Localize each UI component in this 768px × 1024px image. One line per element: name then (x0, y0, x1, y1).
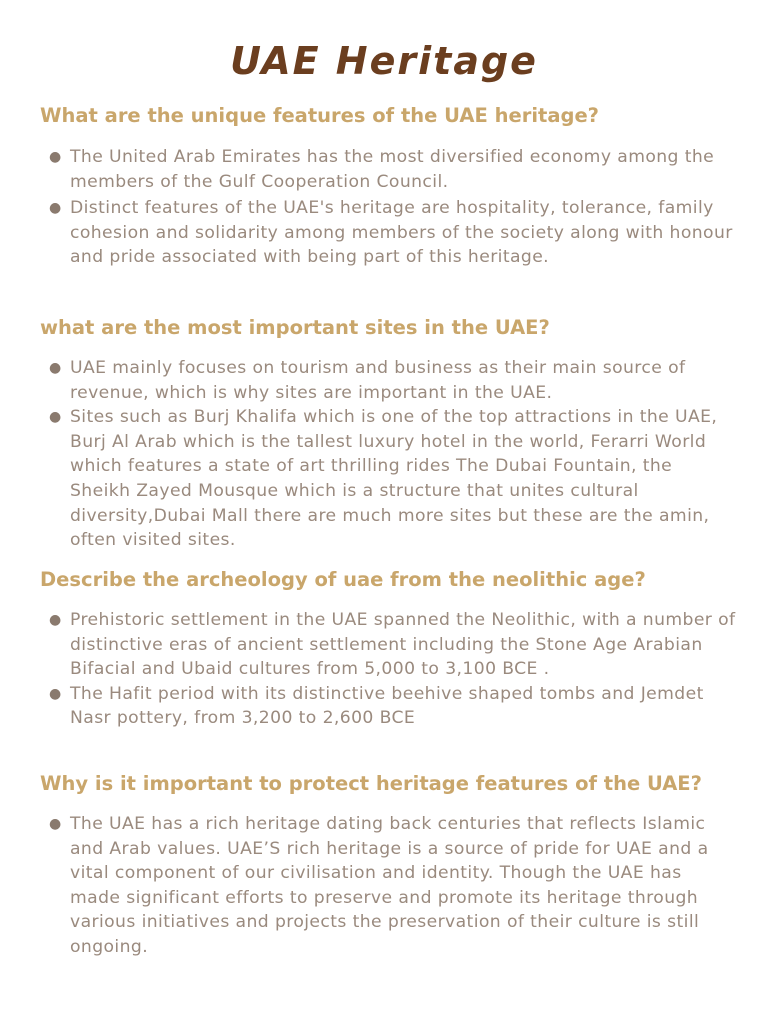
list-item (46, 145, 736, 194)
list-item-text: UAE mainly focuses on tourism and business as their main source of revenue, which is why sites are important in the UAE. (70, 358, 686, 403)
list-item (46, 356, 736, 405)
bullet-icon: ● (49, 612, 62, 628)
section-heading-important-sites: what are the most important sites in the UAE? (40, 316, 550, 339)
bullet-icon: ● (49, 200, 62, 217)
section-heading-unique-features: What are the unique features of the UAE heritage? (40, 104, 599, 127)
section-list-important-sites (46, 356, 736, 553)
bullet-icon: ● (49, 685, 62, 702)
section-list-archeology (46, 608, 736, 731)
section-heading-protect-heritage: Why is it important to protect heritage features of the UAE? (40, 772, 702, 795)
list-item-text: Sites such as Burj Khalifa which is one of the top attractions in the UAE, Burj Al Arab which is the tallest luxury hotel in the world, Ferarri World which features a state of art thrilling rides The Dubai Fountain, the Sheikh Zayed Mousque which is a structure that unites cultural diversity,Dubai Mall there are much more sites but these are the amin, often visited sites. (70, 407, 718, 551)
list-item (46, 196, 736, 270)
list-item (46, 405, 736, 553)
section-heading-archeology: Describe the archeology of uae from the neolithic age? (40, 568, 646, 591)
bullet-icon: ● (49, 360, 62, 376)
section-list-protect-heritage (46, 812, 736, 960)
bullet-icon: ● (49, 816, 62, 832)
list-item (46, 812, 736, 960)
section-list-unique-features (46, 145, 736, 270)
list-item-text: Distinct features of the UAE's heritage are hospitality, tolerance, family cohesion and solidarity among members of the society along with honour and pride associated with being part of this heritage. (70, 198, 733, 268)
bullet-icon: ● (49, 409, 62, 426)
list-item-text: Prehistoric settlement in the UAE spanned the Neolithic, with a number of distinctive eras of ancient settlement including the Stone Age Arabian Bifacial and Ubaid cultures from 5,000 to 3,100 BCE . (70, 610, 736, 680)
list-item-text: The United Arab Emirates has the most diversified economy among the members of the Gulf Cooperation Council. (70, 147, 715, 192)
bullet-icon: ● (49, 149, 62, 165)
list-item-text: The UAE has a rich heritage dating back centuries that reflects Islamic and Arab values. UAE’S rich heritage is a source of pride for UAE and a vital component of our civilisation and identity. Though the UAE has made significant efforts to preserve and promote its heritage through various initiatives and projects the preservation of their culture is still ongoing. (70, 814, 709, 957)
document-title: UAE Heritage (230, 39, 538, 83)
list-item-text: The Hafit period with its distinctive beehive shaped tombs and Jemdet Nasr pottery, from 3,200 to 2,600 BCE (70, 683, 704, 729)
list-item (46, 682, 736, 731)
list-item (46, 608, 736, 682)
